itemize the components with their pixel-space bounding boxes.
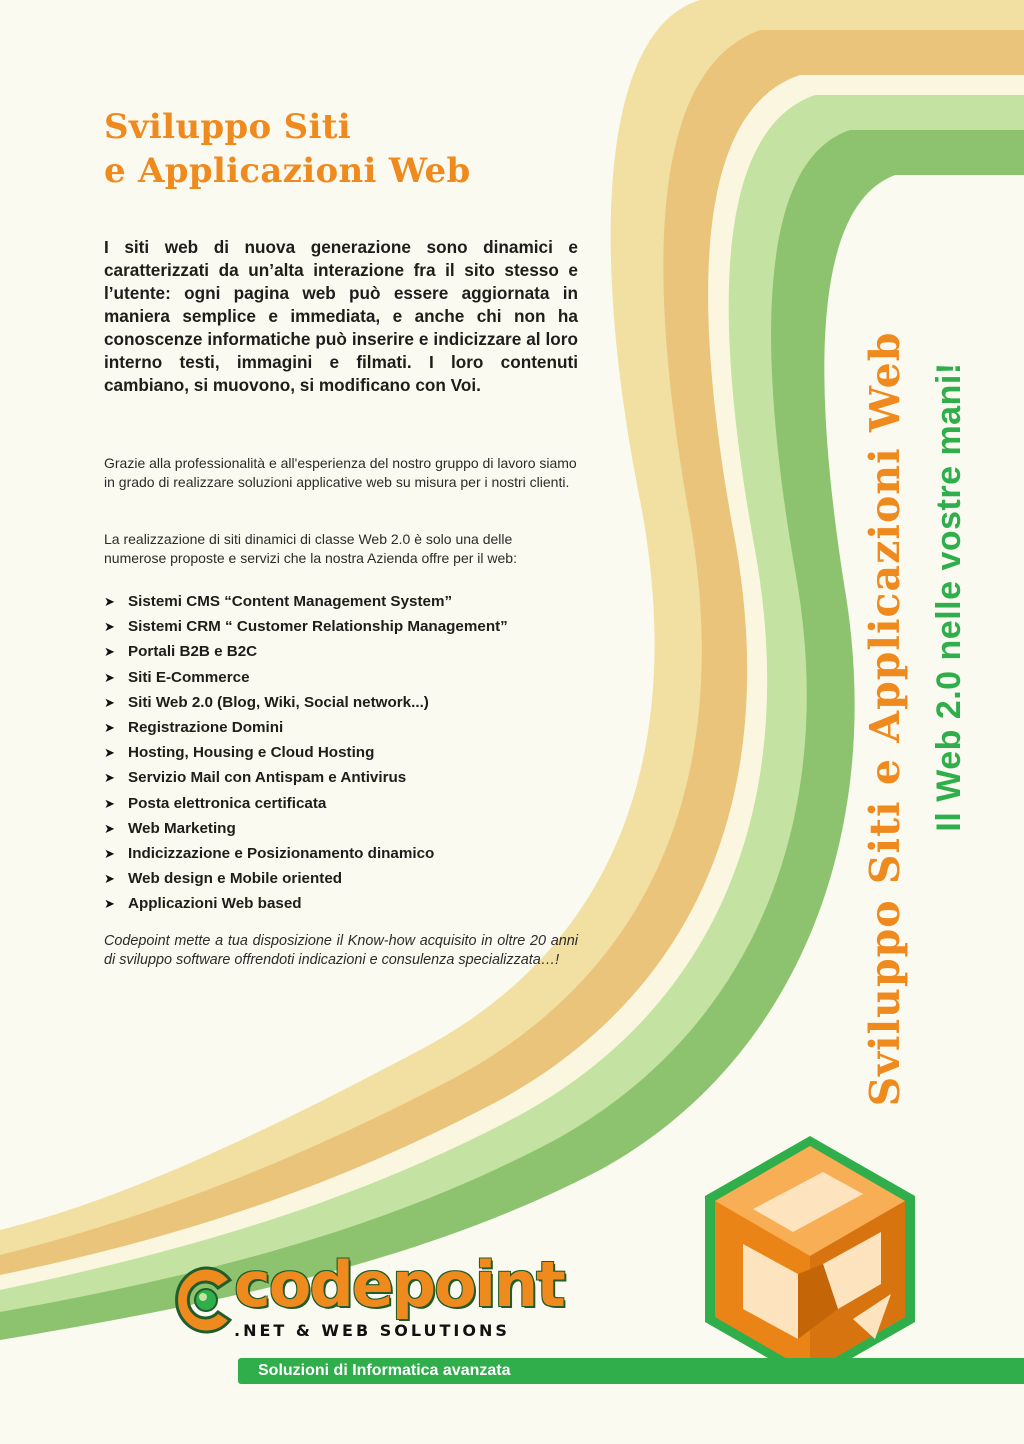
title-line-1: Sviluppo Siti bbox=[104, 107, 351, 147]
slogan-bar bbox=[238, 1358, 1024, 1384]
list-item bbox=[104, 690, 584, 715]
service-label: Registrazione Domini bbox=[128, 718, 284, 736]
list-item bbox=[104, 891, 584, 916]
service-label: Servizio Mail con Antispam e Antivirus bbox=[128, 769, 407, 787]
brand-tagline: .NET & WEB SOLUTIONS bbox=[234, 1321, 510, 1340]
service-label: Web Marketing bbox=[128, 819, 236, 837]
arrowhead-icon: ➤ bbox=[104, 669, 115, 685]
intro-paragraph: I siti web di nuova generazione sono dinamici e caratterizzati da un’alta interazione fra il sito stesso e l’utente: ogni pagina web può essere aggiornata in maniera semplice e immediata, e anche chi non ha conoscenze informatiche può inserire e indicizzare al loro interno testi, immagini e filmati. I loro contenuti cambiano, si muovono, si modificano con Voi. bbox=[104, 237, 578, 395]
arrowhead-icon: ➤ bbox=[104, 871, 115, 887]
list-item bbox=[104, 866, 584, 891]
list-item bbox=[104, 639, 584, 664]
list-item bbox=[104, 765, 584, 790]
arrowhead-icon: ➤ bbox=[104, 619, 115, 635]
title-line-2: e Applicazioni Web bbox=[104, 151, 471, 191]
arrowhead-icon: ➤ bbox=[104, 795, 115, 811]
list-item bbox=[104, 791, 584, 816]
services-intro-paragraph: La realizzazione di siti dinamici di classe Web 2.0 è solo una delle numerose proposte e servizi che la nostra Azienda offre per il web: bbox=[104, 531, 517, 566]
service-label: Siti E-Commerce bbox=[128, 668, 250, 686]
professionalism-paragraph: Grazie alla professionalità e all'esperienza del nostro gruppo di lavoro siamo in grado di realizzare soluzioni applicative web su misura per i nostri clienti. bbox=[104, 455, 577, 490]
arrowhead-icon: ➤ bbox=[104, 845, 115, 861]
arrowhead-icon: ➤ bbox=[104, 820, 115, 836]
service-label: Sistemi CRM “ Customer Relationship Management” bbox=[128, 618, 508, 636]
arrowhead-icon: ➤ bbox=[104, 719, 115, 735]
arrowhead-icon: ➤ bbox=[104, 644, 115, 660]
brand-logo bbox=[168, 1248, 618, 1348]
arrowhead-icon: ➤ bbox=[104, 594, 115, 609]
service-label: Posta elettronica certificata bbox=[128, 794, 327, 812]
service-label: Sistemi CMS “Content Management System” bbox=[128, 593, 453, 610]
arrowhead-icon: ➤ bbox=[104, 896, 115, 912]
service-label: Portali B2B e B2C bbox=[128, 643, 258, 661]
list-item bbox=[104, 665, 584, 690]
service-label: Hosting, Housing e Cloud Hosting bbox=[128, 744, 375, 762]
vertical-subtitle: Il Web 2.0 nelle vostre mani! bbox=[930, 362, 968, 832]
list-item bbox=[104, 614, 584, 639]
services-list bbox=[104, 589, 584, 916]
service-label: Applicazioni Web based bbox=[128, 895, 302, 913]
arrowhead-icon: ➤ bbox=[104, 745, 115, 761]
service-label: Web design e Mobile oriented bbox=[128, 870, 343, 888]
list-item bbox=[104, 589, 584, 614]
service-label: Indicizzazione e Posizionamento dinamico bbox=[128, 844, 435, 862]
cube-logo-icon bbox=[703, 1134, 917, 1384]
list-item bbox=[104, 740, 584, 765]
arrowhead-icon: ➤ bbox=[104, 694, 115, 710]
arrowhead-icon: ➤ bbox=[104, 770, 115, 786]
service-label: Siti Web 2.0 (Blog, Wiki, Social network...) bbox=[128, 693, 429, 711]
list-item bbox=[104, 715, 584, 740]
codepoint-c-icon bbox=[168, 1260, 238, 1340]
list-item bbox=[104, 816, 584, 841]
brand-name: codepoint bbox=[234, 1248, 564, 1321]
slogan-text: Soluzioni di Informatica avanzata bbox=[258, 1362, 511, 1379]
vertical-title: Sviluppo Siti e Applicazioni Web bbox=[861, 331, 909, 1107]
page-title bbox=[104, 105, 471, 193]
list-item bbox=[104, 841, 584, 866]
closing-paragraph: Codepoint mette a tua disposizione il Know-how acquisito in oltre 20 anni di sviluppo software offrendoti indicazioni e consulenza specializzata…! bbox=[104, 933, 578, 968]
